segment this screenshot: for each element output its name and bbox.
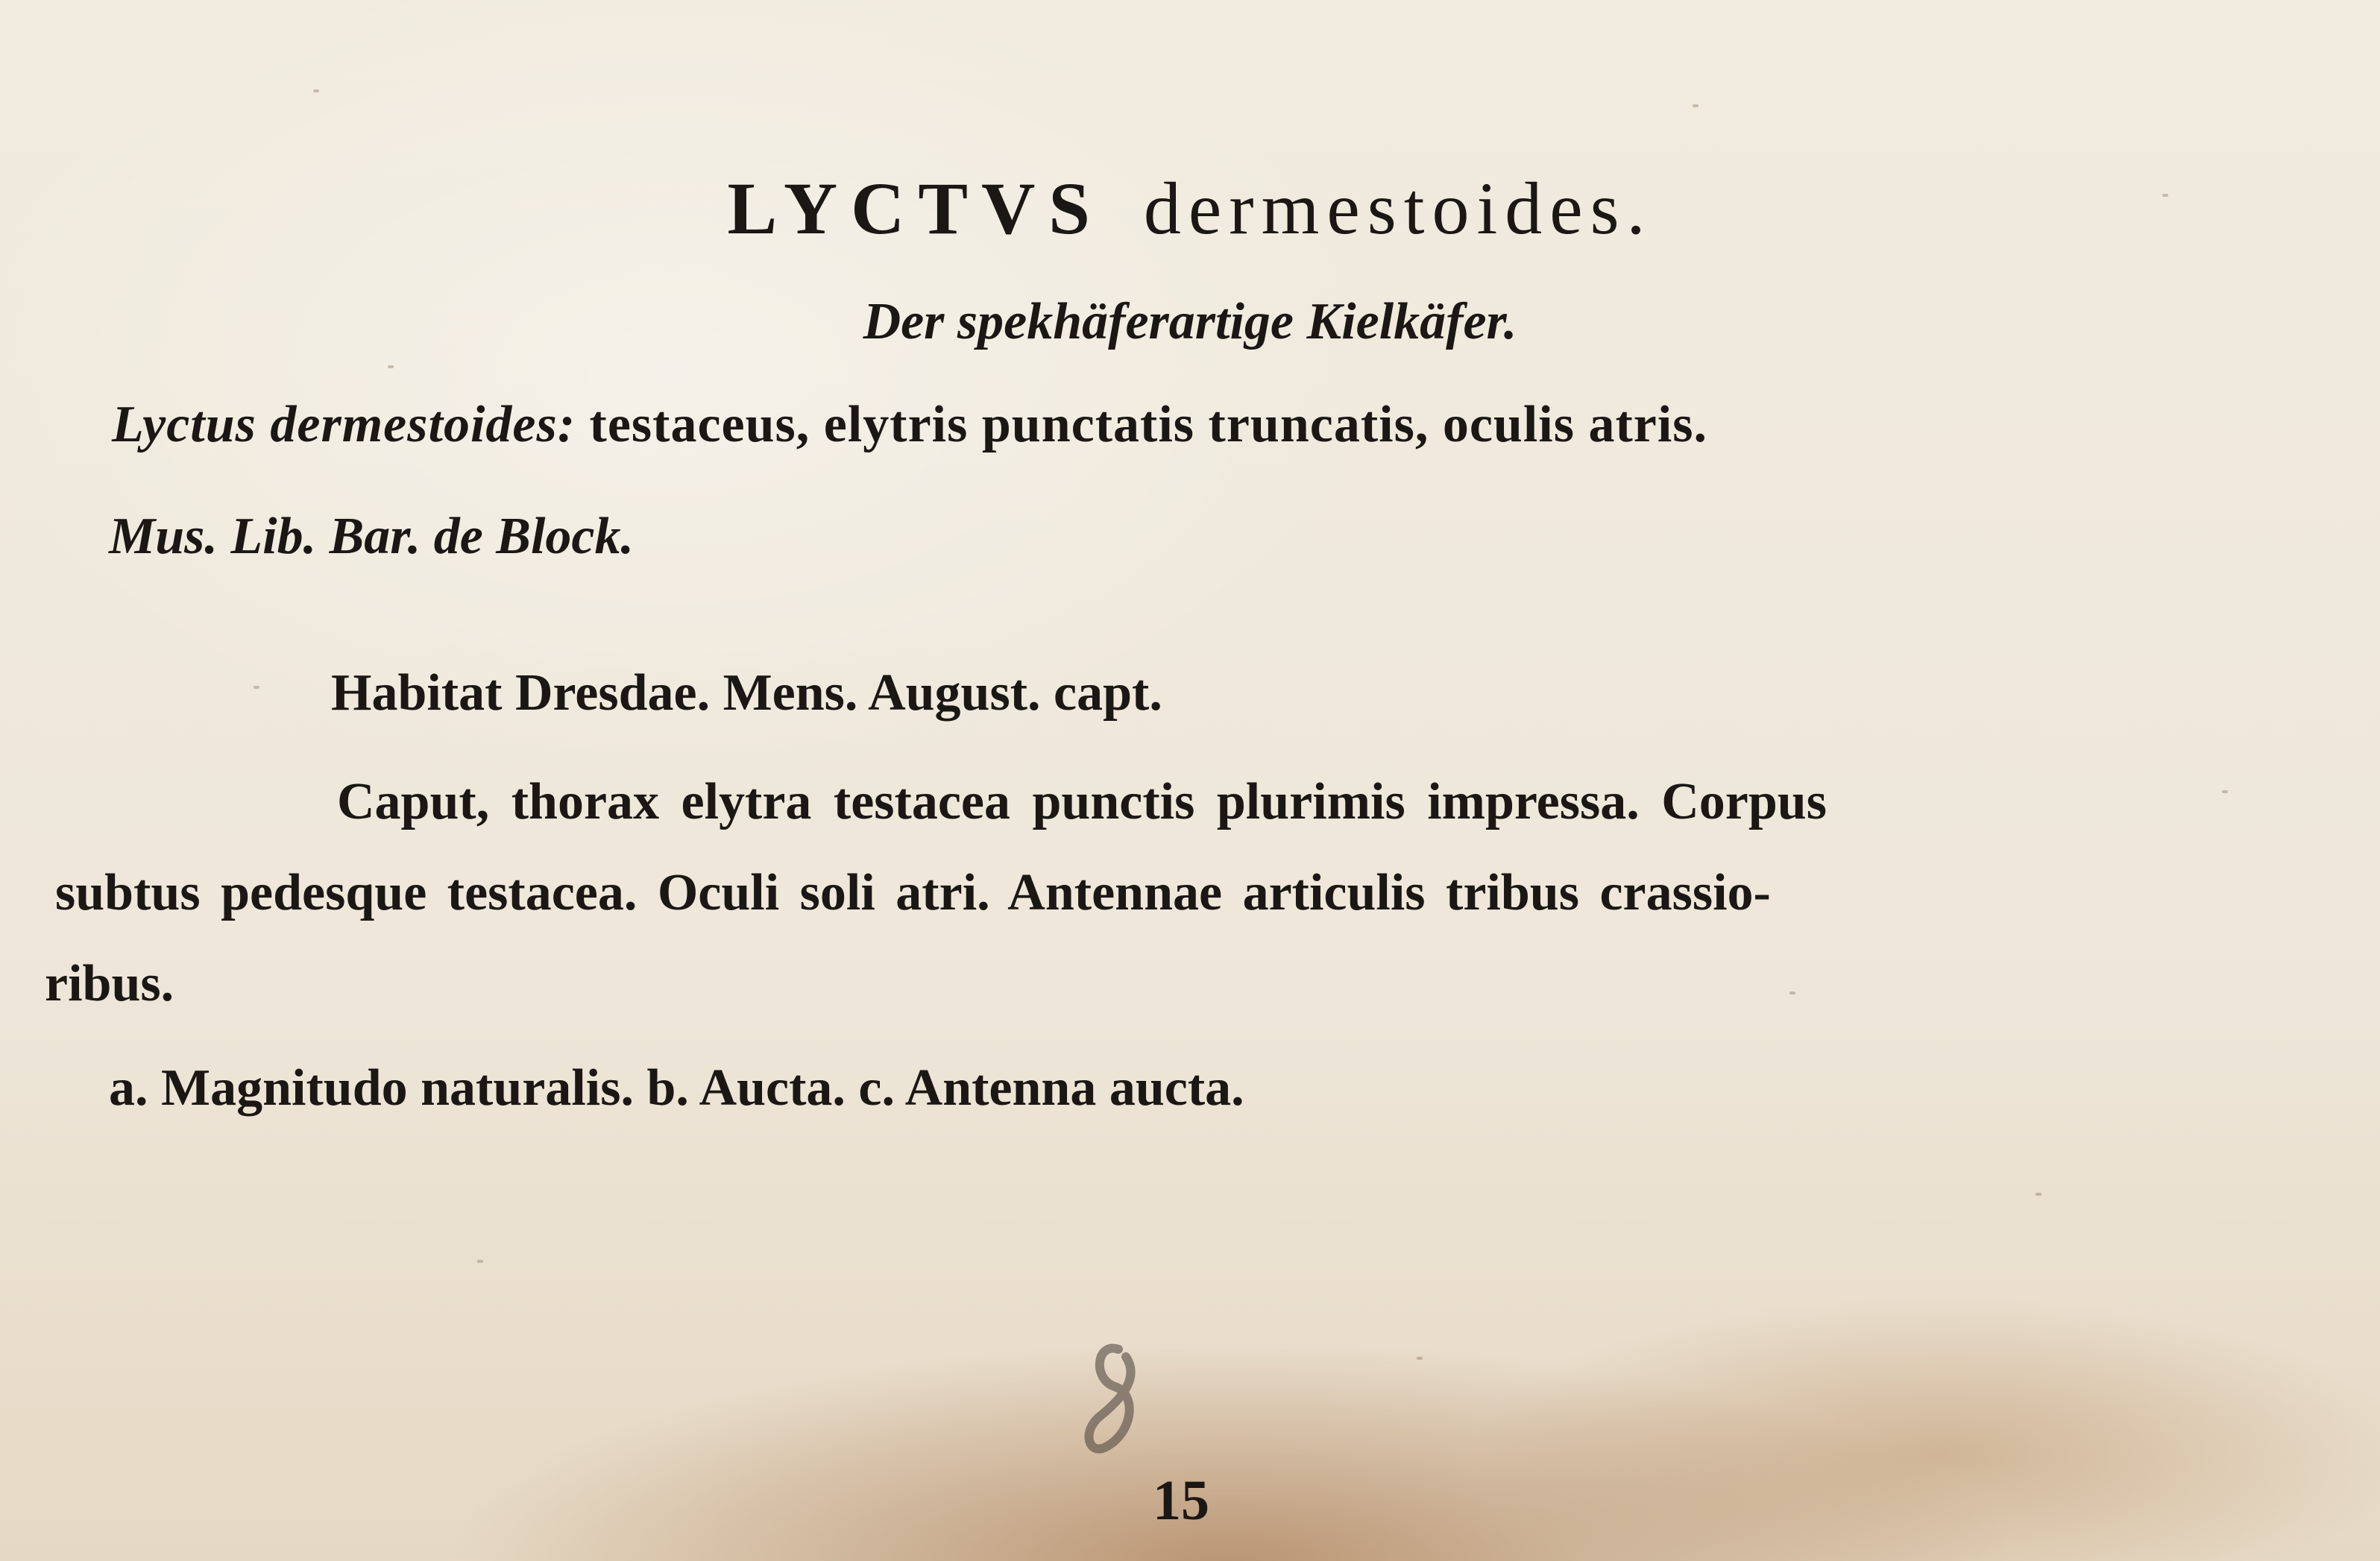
paper-fleck <box>388 365 394 368</box>
page-number: 15 <box>1153 1469 1209 1532</box>
paper-fleck <box>1417 1357 1423 1360</box>
paper-fleck <box>313 89 319 92</box>
museum-reference: Mus. Lib. Bar. de Block. <box>109 508 634 565</box>
diagnosis-name: Lyctus dermestoides: <box>112 396 576 453</box>
habitat-text: Habitat Dresdae. Mens. August. capt. <box>331 664 1162 722</box>
description-line: Caput, thorax elytra testacea punctis plurimis impressa. Corpus <box>337 773 1827 830</box>
paper-fleck <box>1789 991 1795 994</box>
paper-fleck <box>2036 1193 2041 1196</box>
species-title <box>0 165 2380 251</box>
species-name: dermestoides. <box>1143 167 1653 250</box>
paper-fleck <box>2222 790 2228 793</box>
genus-name: LYCTVS <box>727 167 1104 250</box>
stamp-mark-icon <box>1066 1334 1156 1469</box>
paper-fleck <box>1693 104 1699 107</box>
figure-legend: a. Magnitudo naturalis. b. Aucta. c. Antenna aucta. <box>109 1059 1244 1117</box>
diagnosis <box>112 395 1707 455</box>
paper-fleck <box>477 1260 483 1263</box>
common-name: Der spekhäferartige Kielkäfer. <box>863 293 1517 350</box>
description-line: ribus. <box>45 955 174 1012</box>
description-line: subtus pedesque testacea. Oculi soli atri. Antennae articulis tribus crassio- <box>55 864 1771 921</box>
diagnosis-text: testaceus, elytris punctatis truncatis, oculis atris. <box>576 396 1708 453</box>
paper-fleck <box>254 686 259 689</box>
